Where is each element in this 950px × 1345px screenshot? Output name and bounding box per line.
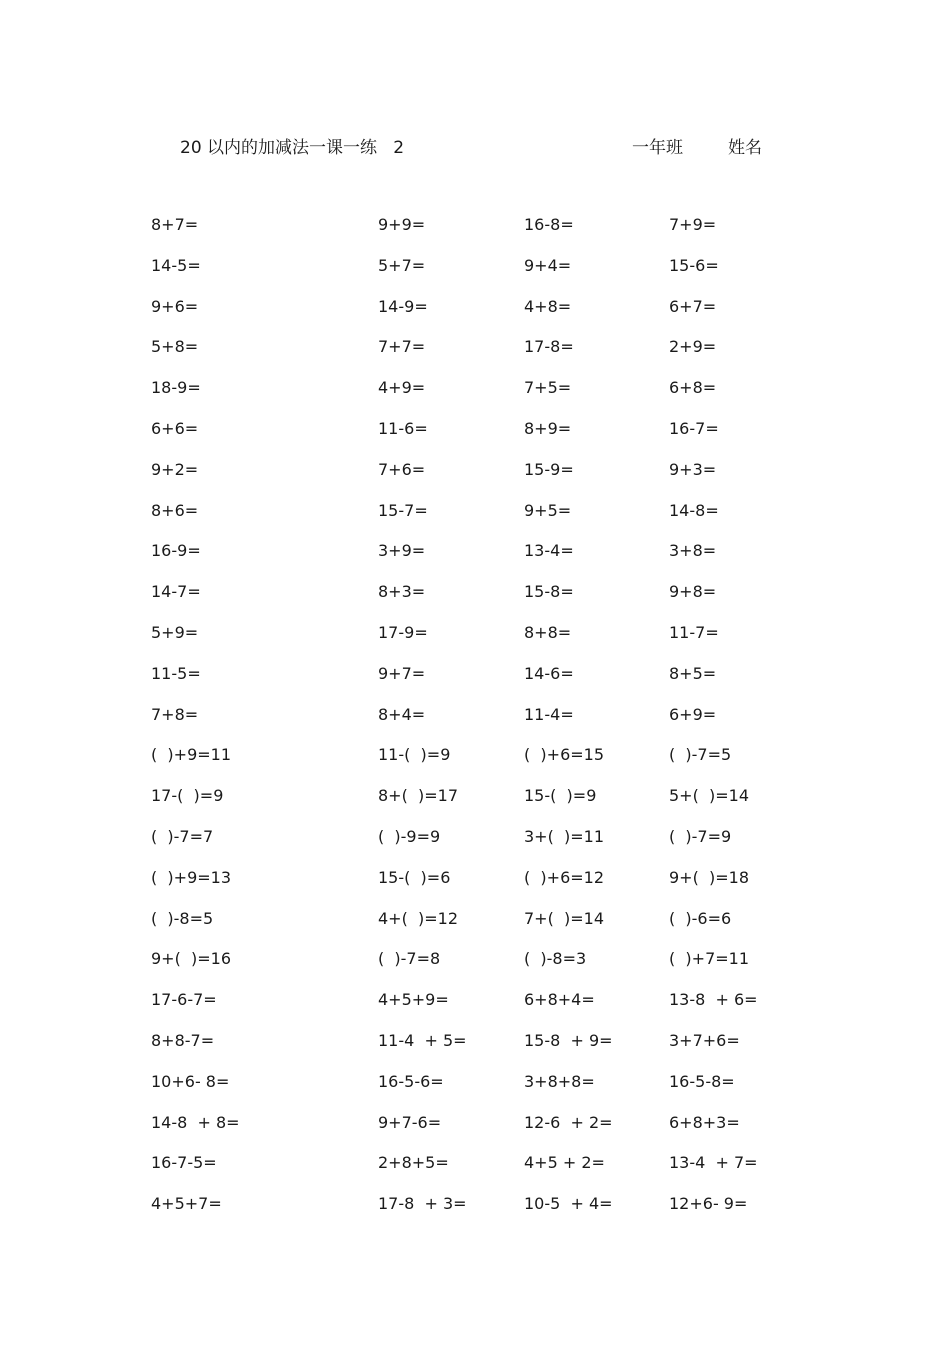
- math-problem: 9+2=: [151, 459, 199, 479]
- math-problem: 14-8 + 8=: [151, 1112, 240, 1132]
- math-problem: 16-5-8=: [669, 1071, 735, 1091]
- math-problem: 8+8=: [524, 622, 572, 642]
- math-problem: 15-( )=9: [524, 786, 597, 806]
- math-problem: ( )-7=8: [378, 949, 441, 969]
- math-problem: ( )+9=11: [151, 745, 232, 765]
- math-problem: ( )-7=9: [669, 826, 732, 846]
- math-problem: 8+7=: [151, 215, 199, 234]
- math-problem: 14-6=: [524, 663, 574, 683]
- math-problem: 13-4=: [524, 541, 574, 561]
- problem-row: [0, 622, 950, 663]
- math-problem: 6+7=: [669, 296, 717, 316]
- class-label: 一年班: [632, 138, 683, 158]
- math-problem: 11-4=: [524, 704, 574, 724]
- math-problem: ( )+6=12: [524, 867, 605, 887]
- math-problem: 9+7-6=: [378, 1112, 442, 1132]
- math-problem: ( )+6=15: [524, 745, 605, 765]
- math-problem: 11-5=: [151, 663, 201, 683]
- math-problem: 9+3=: [669, 459, 717, 479]
- math-problem: 5+( )=14: [669, 786, 750, 806]
- math-problem: 13-4 + 7=: [669, 1153, 758, 1173]
- math-problem: 17-8=: [524, 337, 574, 357]
- problem-row: [0, 1152, 950, 1193]
- problem-row: [0, 418, 950, 459]
- problem-row: [0, 1071, 950, 1112]
- math-problem: 11-( )=9: [378, 745, 451, 765]
- math-problem: 12-6 + 2=: [524, 1112, 613, 1132]
- math-problem: 2+8+5=: [378, 1153, 449, 1173]
- math-problem: 3+8=: [669, 541, 717, 561]
- math-problem: 15-6=: [669, 255, 719, 275]
- math-problem: ( )-8=5: [151, 908, 214, 928]
- math-problem: 14-9=: [378, 296, 428, 316]
- math-problem: 8+3=: [378, 582, 426, 602]
- math-problem: 2+9=: [669, 337, 717, 357]
- math-problem: 7+( )=14: [524, 908, 605, 928]
- problem-row: [0, 500, 950, 541]
- math-problem: 10+6- 8=: [151, 1071, 230, 1091]
- math-problem: 8+5=: [669, 663, 717, 683]
- math-problem: 15-9=: [524, 459, 574, 479]
- math-problem: 3+8+8=: [524, 1071, 595, 1091]
- problem-row: [0, 826, 950, 867]
- problem-row: [0, 785, 950, 826]
- math-problem: 4+5 + 2=: [524, 1153, 605, 1173]
- math-problem: 8+( )=17: [378, 786, 459, 806]
- math-problem: 7+8=: [151, 704, 199, 724]
- math-problem: 3+9=: [378, 541, 426, 561]
- math-problem: 18-9=: [151, 378, 201, 398]
- math-problem: ( )-9=9: [378, 826, 441, 846]
- math-problem: 11-7=: [669, 622, 719, 642]
- math-problem: 14-7=: [151, 582, 201, 602]
- math-problem: 9+( )=18: [669, 867, 750, 887]
- problem-row: [0, 1193, 950, 1234]
- math-problem: 9+( )=16: [151, 949, 232, 969]
- math-problem: 7+7=: [378, 337, 426, 357]
- math-problem: 9+7=: [378, 663, 426, 683]
- math-problem: 5+7=: [378, 255, 426, 275]
- math-problem: 15-8 + 9=: [524, 1030, 613, 1050]
- problem-row: [0, 214, 950, 255]
- problem-row: [0, 255, 950, 296]
- math-problem: 5+8=: [151, 337, 199, 357]
- math-problem: 8+8-7=: [151, 1030, 215, 1050]
- problem-row: [0, 948, 950, 989]
- math-problem: 6+8=: [669, 378, 717, 398]
- problem-row: [0, 1112, 950, 1153]
- math-problem: ( )-6=6: [669, 908, 732, 928]
- name-label: 姓名: [728, 138, 762, 158]
- math-problem: 9+5=: [524, 500, 572, 520]
- math-problem: 6+8+3=: [669, 1112, 740, 1132]
- math-problem: 16-8=: [524, 215, 574, 234]
- problem-row: [0, 459, 950, 500]
- math-problem: 6+8+4=: [524, 990, 595, 1010]
- math-problem: 10-5 + 4=: [524, 1194, 613, 1214]
- math-problem: 3+7+6=: [669, 1030, 740, 1050]
- math-problem: 11-4 + 5=: [378, 1030, 467, 1050]
- math-problem: 16-7-5=: [151, 1153, 217, 1173]
- math-problem: 5+9=: [151, 622, 199, 642]
- problem-row: [0, 296, 950, 337]
- math-problem: 14-8=: [669, 500, 719, 520]
- math-problem: 4+5+7=: [151, 1194, 222, 1214]
- worksheet-title: 20 以内的加减法一课一练 2: [180, 138, 405, 158]
- math-problem: ( )-8=3: [524, 949, 587, 969]
- math-problem: 15-( )=6: [378, 867, 451, 887]
- problem-row: [0, 1030, 950, 1071]
- math-problem: 4+9=: [378, 378, 426, 398]
- problem-row: [0, 867, 950, 908]
- math-problem: 8+4=: [378, 704, 426, 724]
- math-problem: 12+6- 9=: [669, 1194, 748, 1214]
- math-problem: 3+( )=11: [524, 826, 605, 846]
- math-problem: 8+6=: [151, 500, 199, 520]
- math-problem: 11-6=: [378, 418, 428, 438]
- math-problem: ( )+9=13: [151, 867, 232, 887]
- problem-row: [0, 540, 950, 581]
- math-problem: 15-8=: [524, 582, 574, 602]
- problem-row: [0, 908, 950, 949]
- problem-row: [0, 744, 950, 785]
- math-problem: 6+9=: [669, 704, 717, 724]
- math-problem: 13-8 + 6=: [669, 990, 758, 1010]
- math-problem: 8+9=: [524, 418, 572, 438]
- math-problem: 14-5=: [151, 255, 201, 275]
- math-problem: 4+5+9=: [378, 990, 449, 1010]
- math-problem: 17-9=: [378, 622, 428, 642]
- math-problem: 17-8 + 3=: [378, 1194, 467, 1214]
- math-problem: 9+9=: [378, 215, 426, 234]
- math-problem: 17-( )=9: [151, 786, 224, 806]
- math-problem: ( )-7=7: [151, 826, 214, 846]
- math-problem: 15-7=: [378, 500, 428, 520]
- math-problem: 9+4=: [524, 255, 572, 275]
- problem-row: [0, 989, 950, 1030]
- problem-row: [0, 663, 950, 704]
- math-problem: 17-6-7=: [151, 990, 217, 1010]
- problem-row: [0, 581, 950, 622]
- math-problem: ( )-7=5: [669, 745, 732, 765]
- math-problem: 7+5=: [524, 378, 572, 398]
- math-problem: 16-7=: [669, 418, 719, 438]
- math-problem: 9+6=: [151, 296, 199, 316]
- worksheet-header: [0, 136, 950, 160]
- math-problem: 16-9=: [151, 541, 201, 561]
- math-problem: 7+6=: [378, 459, 426, 479]
- problem-row: [0, 704, 950, 745]
- problem-row: [0, 377, 950, 418]
- math-problem: 16-5-6=: [378, 1071, 444, 1091]
- math-problem: 9+8=: [669, 582, 717, 602]
- math-problem: 7+9=: [669, 215, 717, 234]
- math-problem: 4+8=: [524, 296, 572, 316]
- problem-grid: [0, 214, 950, 1234]
- problem-row: [0, 336, 950, 377]
- math-problem: ( )+7=11: [669, 949, 750, 969]
- math-problem: 6+6=: [151, 418, 199, 438]
- math-problem: 4+( )=12: [378, 908, 459, 928]
